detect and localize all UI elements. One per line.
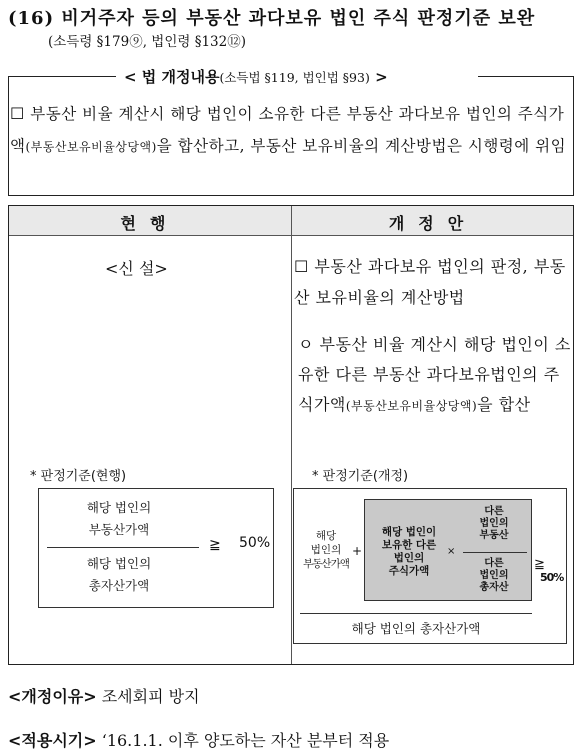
multiply-icon: × [447, 546, 456, 557]
fraction-bar [47, 547, 199, 548]
amendment-heading-close: > [369, 68, 388, 86]
section-title: (16) 비거주자 등의 부동산 과다보유 법인 주식 판정기준 보완 [8, 8, 536, 29]
greater-equal-icon: ≧ [534, 557, 545, 572]
criteria-proposed-label: * 판정기준(개정) [312, 469, 409, 484]
term-b-line-2: 보유한 다른 [381, 539, 437, 551]
threshold-value: 50% [239, 535, 271, 551]
formula-current-numerator [39, 497, 199, 541]
amendment-heading [120, 66, 392, 87]
proposed-subitem-text-1: ㅇ 부동산 비율 계산시 해당 법인이 소유한 다른 부동산 과다보유법인의 주식가액 [298, 335, 571, 414]
term-d-line-1: 다른 [484, 558, 504, 569]
table-column-divider [291, 206, 292, 664]
term-other-total-assets [459, 558, 529, 594]
amendment-top-border-right [478, 76, 574, 77]
amendment-top-border-left [8, 76, 116, 77]
threshold-value: 50% [540, 571, 564, 584]
reason-label: <개정이유> [8, 687, 97, 706]
term-held-shares [371, 526, 447, 578]
amendment-heading-text: < 법 개정내용 [124, 68, 220, 86]
term-c-line-1: 다른 [484, 506, 504, 517]
numerator-line-1: 해당 법인의 [86, 500, 152, 515]
fraction-bar [300, 613, 532, 614]
plus-icon: + [352, 544, 363, 558]
term-other-real-estate [459, 506, 529, 542]
term-d-line-2: 법인의 [479, 570, 509, 581]
reason-text: 조세회피 방지 [96, 687, 200, 706]
formula-current-box [38, 488, 274, 608]
legal-reference: (소득령 §179⑨, 법인령 §132⑫) [48, 34, 246, 50]
term-c-line-3: 부동산 [479, 530, 509, 541]
current-new-label: <신 설> [105, 259, 168, 278]
term-b-line-1: 해당 법인이 [381, 526, 437, 538]
term-c-line-2: 법인의 [479, 518, 509, 529]
term-d-line-3: 총자산 [479, 582, 509, 593]
proposed-item-text: 부동산 과다보유 법인의 판정, 부동산 보유비율의 계산방법 [294, 257, 566, 307]
header-proposed: 개정안 [388, 214, 478, 233]
proposed-subitem-text-2: 을 합산 [477, 395, 531, 414]
proposed-subitem-small: (부동산보유비율상당액) [345, 399, 478, 413]
amendment-text-small: (부동산보유비율상당액) [25, 140, 157, 154]
term-a-line-2: 법인의 [310, 544, 342, 556]
amendment-heading-reference: (소득법 §119, 법인법 §93) [219, 70, 370, 85]
header-current: 현행 [120, 214, 180, 233]
amendment-text-part-2: 을 합산하고, 부동산 보유비율의 계산방법은 시행령에 위임 [156, 137, 567, 155]
numerator-line-2: 부동산가액 [88, 522, 150, 537]
effective-date [8, 728, 389, 751]
denominator-line-2: 총자산가액 [88, 578, 150, 593]
amendment-text [10, 98, 570, 163]
formula-current-denominator [39, 553, 199, 597]
effective-label: <적용시기> [8, 731, 97, 750]
term-a-line-1: 해당 [315, 530, 337, 542]
checkbox-icon: ☐ [10, 104, 25, 123]
term-own-real-estate [302, 529, 350, 571]
criteria-current-label: * 판정기준(현행) [30, 469, 127, 484]
greater-equal-icon: ≧ [209, 537, 221, 553]
term-b-line-3: 법인의 [393, 552, 425, 564]
amendment-text-part-1: 부동산 비율 계산시 해당 법인이 소유한 다른 부동산 과다보유 법인의 주식가액 [10, 105, 565, 155]
inner-fraction-bar [463, 552, 527, 553]
checkbox-icon: ☐ [294, 257, 309, 276]
proposed-item [294, 251, 574, 313]
formula-proposed-denominator: 해당 법인의 총자산가액 [351, 621, 481, 636]
amendment-reason [8, 684, 200, 707]
shaded-term-box [364, 499, 532, 601]
denominator-line-1: 해당 법인의 [86, 556, 152, 571]
formula-proposed-box [293, 488, 567, 644]
term-a-line-3: 부동산가액 [303, 558, 349, 570]
effective-text: ‘16.1.1. 이후 양도하는 자산 분부터 적용 [96, 731, 390, 750]
term-b-line-4: 주식가액 [388, 565, 430, 577]
proposed-subitem [298, 330, 574, 421]
